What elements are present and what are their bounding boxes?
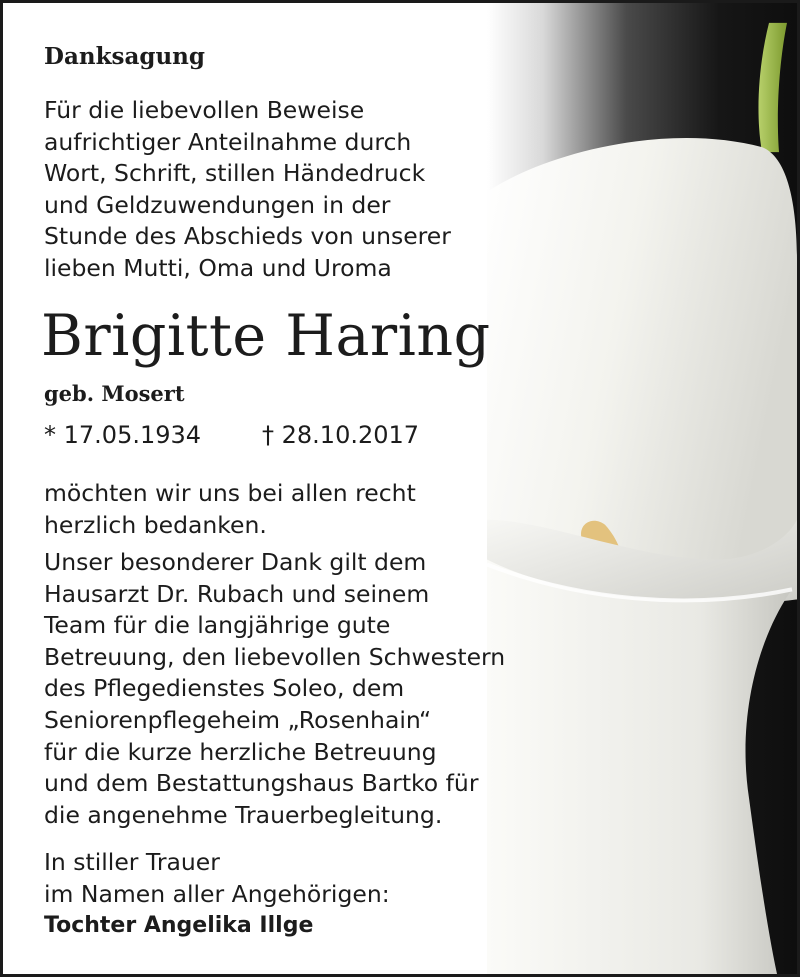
- special-thanks-line: für die kurze herzliche Betreuung: [44, 737, 437, 766]
- closing-text: [44, 847, 390, 910]
- calla-lily-icon: [487, 3, 797, 974]
- special-thanks-line: des Pflegedienstes Soleo, dem: [44, 674, 405, 703]
- maiden-name: geb. Mosert: [44, 381, 185, 406]
- deceased-name: Brigitte Haring: [41, 303, 491, 369]
- thanks-line: möchten wir uns bei allen recht: [44, 479, 416, 507]
- signature: Tochter Angelika Illge: [44, 913, 314, 938]
- intro-line: lieben Mutti, Oma und Uroma: [44, 253, 392, 282]
- special-thanks-line: Seniorenpflegeheim „Rosenhain“: [44, 705, 432, 734]
- special-thanks-text: [44, 547, 505, 831]
- intro-line: und Geldzuwendungen in der: [44, 190, 391, 219]
- intro-line: Wort, Schrift, stillen Händedruck: [44, 159, 426, 188]
- birth-date: * 17.05.1934: [44, 421, 202, 449]
- special-thanks-line: Hausarzt Dr. Rubach und seinem: [44, 579, 430, 608]
- special-thanks-line: Betreuung, den liebevollen Schwestern: [44, 642, 506, 671]
- intro-line: Stunde des Abschieds von unserer: [44, 222, 451, 251]
- thanks-text: [44, 478, 416, 541]
- special-thanks-line: Unser besonderer Dank gilt dem: [44, 548, 427, 576]
- closing-line: In stiller Trauer: [44, 848, 220, 876]
- intro-line: Für die liebevollen Beweise: [44, 96, 365, 124]
- special-thanks-line: Team für die langjährige gute: [44, 611, 391, 640]
- intro-line: aufrichtiger Anteilnahme durch: [44, 127, 412, 156]
- thanks-line: herzlich bedanken.: [44, 510, 267, 539]
- special-thanks-line: und dem Bestattungshaus Bartko für: [44, 769, 479, 798]
- closing-line: im Namen aller Angehörigen:: [44, 879, 390, 908]
- calla-lily-image: [487, 3, 797, 974]
- special-thanks-line: die angenehme Trauerbegleitung.: [44, 800, 443, 829]
- heading: Danksagung: [44, 43, 205, 70]
- death-date: † 28.10.2017: [262, 421, 420, 449]
- intro-text: [44, 95, 451, 285]
